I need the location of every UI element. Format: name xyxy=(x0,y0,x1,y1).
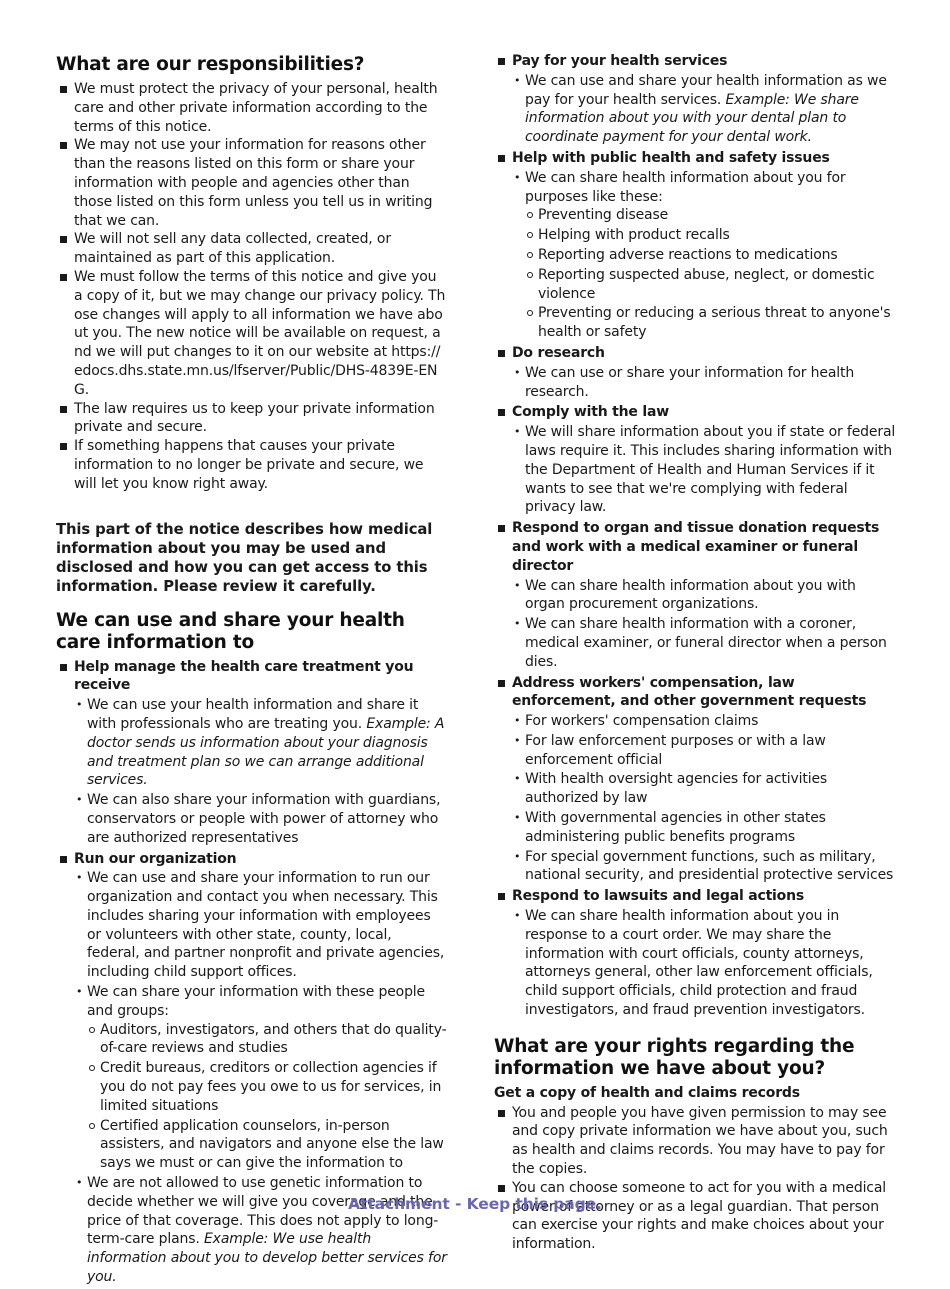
rights-subheading: Get a copy of health and claims records xyxy=(494,1084,800,1101)
list-item: Reporting suspected abuse, neglect, or domestic violence xyxy=(525,266,896,304)
list-item: We may not use your information for reasons other than the reasons listed on this form or share your information with people and agencies other than those listed on this form unless you tell us in writing that we can. xyxy=(56,136,448,230)
groups-list xyxy=(87,1021,448,1173)
public-health-bullets xyxy=(512,169,896,342)
list-item: We must protect the privacy of your personal, health care and other private information according to the terms of this notice. xyxy=(56,80,448,136)
list-item: Credit bureaus, creditors or collection agencies if you do not pay fees you owe to us for services, in limited situations xyxy=(87,1059,448,1115)
left-column xyxy=(56,54,448,1289)
list-item: • For workers' compensation claims xyxy=(512,712,896,731)
list-item xyxy=(74,696,448,790)
organization-bullets xyxy=(74,869,448,1287)
pay-bullets xyxy=(512,72,896,147)
list-item: • For special government functions, such as military, national security, and presidential protective services xyxy=(512,848,896,886)
genetic-text: We are not allowed to use genetic information to decide whether we will give you coverage and the price of that coverage. This does not apply to long-term-care plans. xyxy=(87,1175,439,1248)
notice-intro: This part of the notice describes how medical information about you may be used and disclosed and how you can get access to this information. Please review it carefully. xyxy=(56,520,433,595)
list-item: • We can share health information about you with organ procurement organizations. xyxy=(512,577,896,615)
list-item: Preventing or reducing a serious threat to anyone's health or safety xyxy=(525,304,896,342)
lawsuits-section xyxy=(494,887,896,1020)
list-item xyxy=(512,169,896,342)
use-share-heading: We can use and share your health care information to xyxy=(56,609,405,653)
list-item: • We can use and share your information to run our organization and contact you when necessary. This includes sharing your information with employees or volunteers with other state, county, local, federal, and partner nonprofit and private agencies, including child support offices. xyxy=(74,869,448,982)
organ-heading: Respond to organ and tissue donation requests and work with a medical examiner or funeral director xyxy=(512,520,880,574)
use-share-list-continued xyxy=(494,52,896,1020)
genetic-example: Example: We use health information about you to develop better services for you. xyxy=(87,1231,447,1286)
workers-section xyxy=(494,674,896,886)
list-item: The law requires us to keep your private information private and secure. xyxy=(56,400,448,438)
use-share-list xyxy=(56,658,448,1287)
list-item: If something happens that causes your private information to no longer be private and secure, we will let you know right away. xyxy=(56,437,448,493)
rights-heading: What are your rights regarding the information we have about you? xyxy=(494,1035,855,1079)
treatment-heading: Help manage the health care treatment you receive xyxy=(74,658,414,694)
list-item: We will not sell any data collected, created, or maintained as part of this application. xyxy=(56,230,448,268)
research-section xyxy=(494,344,896,401)
list-item: • We can share health information about you in response to a court order. We may share the information with court officials, county attorneys, attorneys general, other law enforcement officials, child support officials, child protection and fraud investigators, and fraud prevention investigators. xyxy=(512,907,896,1020)
list-item: • We can share health information with a coroner, medical examiner, or funeral director when a person dies. xyxy=(512,615,896,671)
groups-intro: We can share your information with these people and groups: xyxy=(87,984,426,1019)
list-item: • For law enforcement purposes or with a law enforcement official xyxy=(512,732,896,770)
pay-text: We can use and share your health information as we pay for your health services. xyxy=(525,72,887,108)
lawsuits-heading: Respond to lawsuits and legal actions xyxy=(512,888,804,905)
treatment-bullets xyxy=(74,696,448,847)
organization-heading: Run our organization xyxy=(74,850,237,867)
rights-list xyxy=(494,1104,896,1254)
treatment-example: Example: A doctor sends us information about your diagnosis and treatment plan so we can arrange additional services. xyxy=(87,715,445,789)
list-item xyxy=(74,1174,448,1287)
list-item xyxy=(512,72,896,147)
list-item: Reporting adverse reactions to medications xyxy=(525,246,896,265)
law-bullets xyxy=(512,423,896,517)
list-item: We must follow the terms of this notice and give you a copy of it, but we may change our privacy policy. Those changes will apply to all information we have about you. The new notice will be available on request, and we will put changes to it on our website at https://edocs.dhs.state.mn.us/lfserver/Public/DHS-4839E-ENG. xyxy=(56,268,448,400)
treatment-text: We can use your health information and share it with professionals who are treating you. xyxy=(87,697,419,732)
lawsuits-bullets xyxy=(512,907,896,1020)
list-item: • We will share information about you if state or federal laws require it. This includes sharing information with the Department of Health and Human Services if it wants to see that we're complying with federal privacy law. xyxy=(512,423,896,517)
research-bullets xyxy=(512,364,896,402)
list-item: Certified application counselors, in-person assisters, and navigators and anyone else the law says we must or can give the information to xyxy=(87,1117,448,1173)
workers-heading: Address workers' compensation, law enforcement, and other government requests xyxy=(512,674,867,710)
list-item: • With health oversight agencies for activities authorized by law xyxy=(512,770,896,808)
public-health-heading: Help with public health and safety issues xyxy=(512,149,830,166)
list-item: • We can use or share your information for health research. xyxy=(512,364,896,402)
pay-heading: Pay for your health services xyxy=(512,53,728,69)
list-item: • With governmental agencies in other states administering public benefits programs xyxy=(512,809,896,847)
organ-section xyxy=(494,519,896,671)
organization-section xyxy=(56,850,448,1287)
law-section xyxy=(494,403,896,517)
workers-bullets xyxy=(512,712,896,885)
public-health-text: We can share health information about you for purposes like these: xyxy=(525,169,846,205)
list-item: • We can also share your information with guardians, conservators or people with power of attorney who are authorized representatives xyxy=(74,791,448,847)
responsibilities-list xyxy=(56,80,448,494)
organ-bullets xyxy=(512,577,896,672)
list-item: Preventing disease xyxy=(525,206,896,225)
public-health-section xyxy=(494,149,896,342)
pay-example: Example: We share information about you with your dental plan to coordinate payment for your dental work. xyxy=(525,91,859,146)
page-footer: Attachment - Keep this page. xyxy=(348,1195,602,1213)
right-column xyxy=(494,52,896,1254)
list-item xyxy=(74,983,448,1173)
responsibilities-heading: What are our responsibilities? xyxy=(56,54,365,75)
law-heading: Comply with the law xyxy=(512,404,669,421)
treatment-section xyxy=(56,658,448,848)
list-item: Helping with product recalls xyxy=(525,226,896,245)
public-health-purposes xyxy=(525,206,896,342)
pay-section xyxy=(494,52,896,147)
list-item: You can choose someone to act for you with a medical power of attorney or as a legal guardian. That person can exercise your rights and make choices about your information. xyxy=(494,1179,896,1254)
research-heading: Do research xyxy=(512,344,605,361)
list-item: You and people you have given permission to may see and copy private information we have about you, such as health and claims records. You may have to pay for the copies. xyxy=(494,1104,896,1179)
list-item: Auditors, investigators, and others that do quality-of-care reviews and studies xyxy=(87,1021,448,1059)
